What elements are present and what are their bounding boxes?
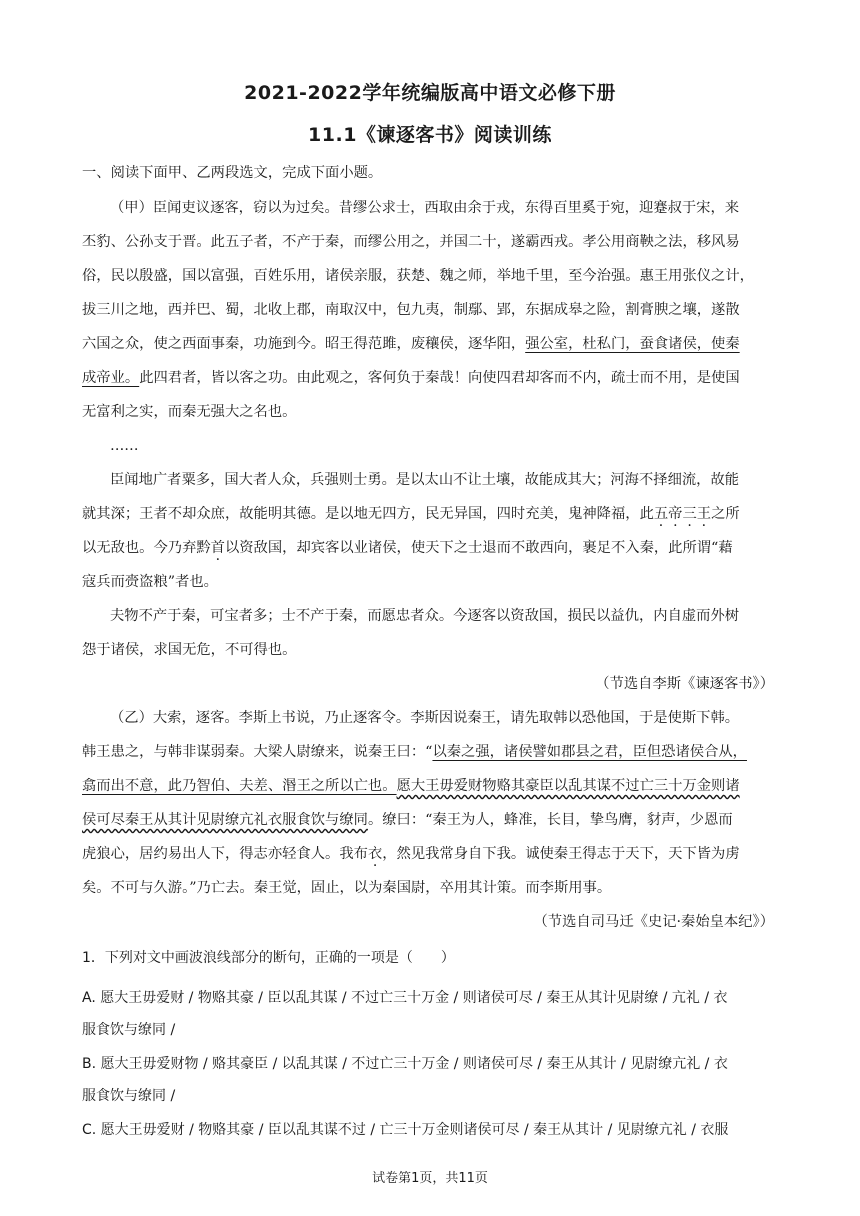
passage-b-line — [82, 776, 782, 796]
passage-b-line — [82, 742, 782, 762]
dotted-char: 三 — [682, 506, 697, 522]
option-b-cont: 服食饮与缭同 / — [82, 1088, 176, 1104]
source-citation: （节选自李斯《谏逐客书》） — [595, 676, 774, 692]
passage-a-line: 俗，民以殷盛，国以富强，百姓乐用，诸侯亲服，获楚、魏之师，举地千里，至今治强。惠王用张仪之计， — [82, 268, 754, 284]
passage-b-line — [82, 810, 782, 830]
wavy-text: 愿大王毋爱财物赂其豪臣以乱其谋不过亡三十万金则诸 — [396, 778, 740, 794]
plain-text: 韩王患之，与韩非谋弱秦。大梁人尉缭来，说秦王曰：“ — [82, 744, 433, 760]
plain-text: 以无敌也。今乃弃黔 — [82, 540, 211, 556]
passage-a-line: 丕豹、公孙支于晋。此五子者，不产于秦，而缪公用之，并国二十，遂霸西戎。孝公用商鞅之法，移风易 — [82, 234, 740, 250]
passage-a-line — [82, 368, 782, 388]
underlined-text: 以秦之强，诸侯譬如郡县之君，臣但恐诸侯合从， — [432, 744, 747, 760]
option-c[interactable]: C. 愿大王毋爱财 / 物赂其豪 / 臣以乱其谋不过 / 亡三十万金则诸侯可尽 / 秦王从其计 / 见尉缭亢礼 / 衣服 — [82, 1122, 729, 1138]
plain-text: 虎狼心，居约易出人下，得志亦轻食人。我布 — [82, 846, 368, 862]
underlined-text: 强公室，杜私门，蚕食诸侯，使秦 — [525, 336, 740, 352]
plain-text: 之所 — [711, 506, 740, 522]
source-citation: （节选自司马迁《史记·秦始皇本纪》） — [533, 914, 774, 930]
dotted-char: 首 — [210, 540, 225, 556]
underlined-text: 成帝业。 — [82, 370, 140, 386]
passage-a-line: 臣闻地广者粟多，国大者人众，兵强则士勇。是以太山不让土壤，故能成其大；河海不择细流，故能 — [110, 472, 740, 488]
page-subtitle: 11.1《谏逐客书》阅读训练 — [308, 124, 552, 146]
passage-a-line: 寇兵而赍盗粮”者也。 — [82, 574, 218, 590]
ellipsis: …… — [110, 438, 139, 454]
passage-b-line: 矣。不可与久游。”乃亡去。秦王觉，固止，以为秦国尉，卒用其计策。而李斯用事。 — [82, 880, 612, 896]
plain-text: 以资敌国，却宾客以业诸侯，使天下之士退而不敢西向，裹足不入秦，此所谓“藉 — [224, 540, 733, 556]
passage-a-line — [82, 504, 782, 524]
question-stem: 1．下列对文中画波浪线部分的断句，正确的一项是（ ） — [82, 950, 455, 966]
plain-text: 就其深；王者不却众庶，故能明其德。是以地无四方，民无异国，四时充美，鬼神降福，此 — [82, 506, 654, 522]
passage-a-line: （甲）臣闻吏议逐客，窃以为过矣。昔缪公求士，西取由余于戎，东得百里奚于宛，迎蹇叔于宋，来 — [110, 200, 740, 216]
option-a-cont: 服食饮与缭同 / — [82, 1022, 176, 1038]
passage-a-line: 怨于诸侯，求国无危，不可得也。 — [82, 642, 297, 658]
option-b[interactable]: B. 愿大王毋爱财物 / 赂其豪臣 / 以乱其谋 / 不过亡三十万金 / 则诸侯可尽 / 秦王从其计 / 见尉缭亢礼 / 衣 — [82, 1056, 728, 1072]
plain-text: ，然见我常身自下我。诚使秦王得志于天下，天下皆为虏 — [382, 846, 740, 862]
instruction: 一、阅读下面甲、乙两段选文，完成下面小题。 — [82, 165, 383, 181]
plain-text: 。缭曰：“秦王为人，蜂准，长目，挚鸟膺，豺声，少恩而 — [367, 812, 733, 828]
plain-text: 六国之众，使之西面事秦，功施到今。昭王得范雎，废穰侯，逐华阳， — [82, 336, 526, 352]
underlined-text: 翕而出不意，此乃智伯、夫差、湣王之所以亡也。 — [82, 778, 397, 794]
dotted-char: 帝 — [668, 506, 683, 522]
dotted-char: 王 — [696, 506, 712, 522]
dotted-char: 五 — [653, 506, 669, 522]
passage-a-line: 夫物不产于秦，可宝者多；士不产于秦，而愿忠者众。今逐客以资敌国，损民以益仇，内自虚而外树 — [110, 608, 740, 624]
wavy-text: 侯可尽秦王从其计见尉缭亢礼衣服食饮与缭同 — [82, 812, 368, 828]
passage-b-line — [82, 844, 782, 864]
dotted-char: 衣 — [367, 846, 383, 862]
passage-a-line — [82, 334, 782, 354]
page-title: 2021-2022学年统编版高中语文必修下册 — [244, 82, 616, 104]
passage-a-line — [82, 538, 782, 558]
page-footer: 试卷第1页，共11页 — [372, 1171, 488, 1186]
passage-a-line: 无富利之实，而秦无强大之名也。 — [82, 404, 297, 420]
plain-text: 此四君者，皆以客之功。由此观之，客何负于秦哉！向使四君却客而不内，疏士而不用，是使国 — [139, 370, 740, 386]
passage-a-line: 拔三川之地，西并巴、蜀，北收上郡，南取汉中，包九夷，制鄢、郢，东据成皋之险，割膏腴之壤，遂散 — [82, 302, 740, 318]
option-a[interactable]: A. 愿大王毋爱财 / 物赂其豪 / 臣以乱其谋 / 不过亡三十万金 / 则诸侯可尽 / 秦王从其计见尉缭 / 亢礼 / 衣 — [82, 990, 728, 1006]
passage-b-line: （乙）大索，逐客。李斯上书说，乃止逐客令。李斯因说秦王，请先取韩以恐他国，于是使斯下韩。 — [110, 710, 740, 726]
